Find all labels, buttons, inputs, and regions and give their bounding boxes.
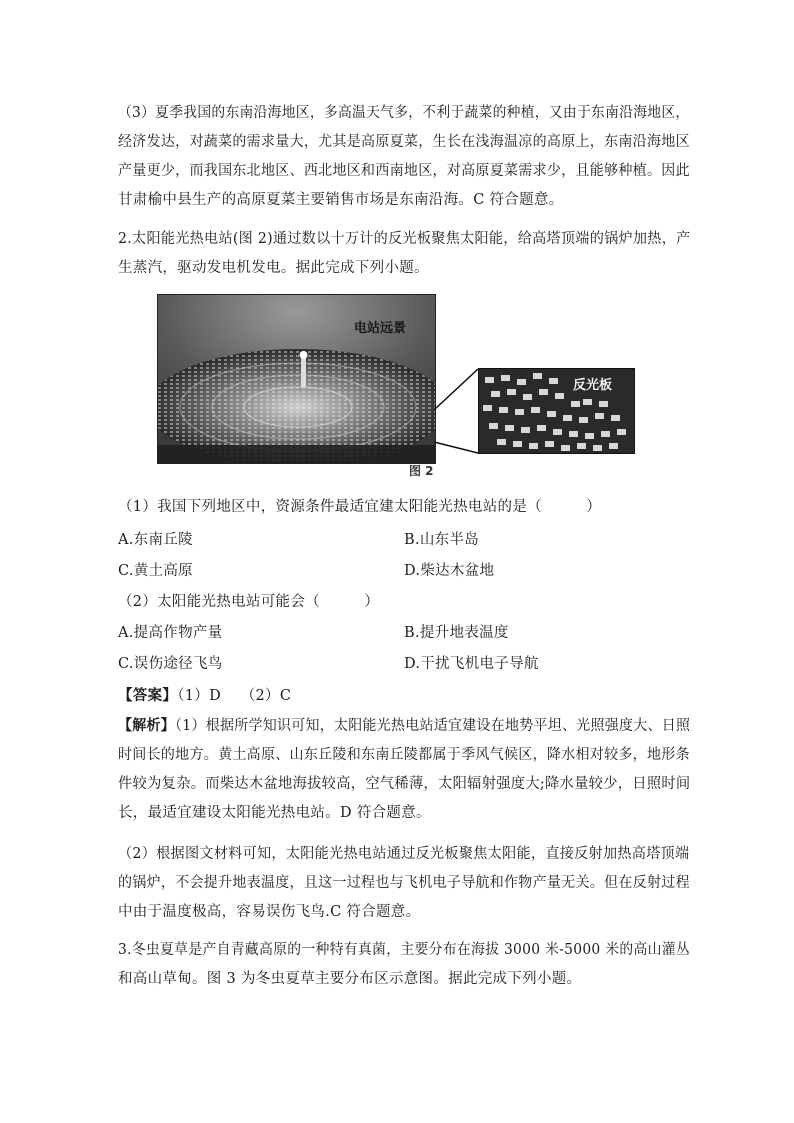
q2-sub1-stem: （1）我国下列地区中，资源条件最适宜建太阳能光热电站的是（ ） bbox=[118, 499, 602, 515]
q2-sub1-option-d: D.柴达木盆地 bbox=[404, 563, 495, 579]
analysis-label: 【解析】 bbox=[118, 717, 176, 734]
answer-row bbox=[118, 686, 291, 706]
q1-part3-line-3: 产量更少，而我国东北地区、西北地区和西南地区，对高原夏菜需求少，且能够种植。因此 bbox=[118, 163, 690, 179]
analysis2-line-3: 中由于温度极高，容易误伤飞鸟.C 符合题意。 bbox=[118, 904, 421, 920]
q3-intro-line-1: 3.冬虫夏草是产自青藏高原的一种特有真菌，主要分布在海拔 3000 米-5000 米的高山灌丛 bbox=[118, 942, 691, 958]
answer-text: （1）D （2）C bbox=[177, 688, 292, 704]
q1-part3-line-1: （3）夏季我国的东南沿海地区，多高温天气多，不利于蔬菜的种植，又由于东南沿海地区， bbox=[118, 105, 690, 121]
analysis1-line-3: 件较为复杂。而柴达木盆地海拔较高，空气稀薄，太阳辐射强度大;降水量较少，日照时间 bbox=[118, 776, 691, 792]
q3-intro-line-2: 和高山草甸。图 3 为冬虫夏草主要分布区示意图。据此完成下列小题。 bbox=[118, 971, 582, 987]
inset-photo-label: 反光板 bbox=[573, 378, 613, 393]
figure-2 bbox=[157, 292, 633, 480]
main-photo-label: 电站远景 bbox=[354, 321, 407, 336]
q1-part3-line-2: 经济发达，对蔬菜的需求量大，尤其是高原夏菜，生长在浅海温凉的高原上，东南沿海地区 bbox=[118, 134, 690, 150]
q2-intro-line-2: 生蒸汽，驱动发电机发电。据此完成下列小题。 bbox=[118, 260, 429, 276]
analysis-row-1 bbox=[118, 716, 690, 736]
q2-sub1-option-c: C.黄土高原 bbox=[118, 563, 193, 579]
q2-sub2-option-c: C.误伤途径飞鸟 bbox=[118, 656, 223, 672]
analysis1-line-1: （1）根据所学知识可知，太阳能光热电站适宜建设在地势平坦、光照强度大、日照 bbox=[175, 718, 691, 734]
answer-label: 【答案】 bbox=[118, 687, 178, 704]
q2-intro-line-1: 2.太阳能光热电站(图 2)通过数以十万计的反光板聚焦太阳能，给高塔顶端的锅炉加热，产 bbox=[118, 231, 691, 247]
q2-sub2-stem: （2）太阳能光热电站可能会（ ） bbox=[118, 594, 380, 610]
q2-sub2-option-d: D.干扰飞机电子导航 bbox=[404, 656, 539, 672]
q2-sub1-option-b: B.山东半岛 bbox=[404, 532, 480, 548]
reflector-panels-photo bbox=[478, 368, 635, 454]
q2-sub1-option-a: A.东南丘陵 bbox=[118, 532, 193, 548]
q2-sub2-option-a: A.提高作物产量 bbox=[118, 625, 223, 641]
analysis2-line-1: （2）根据图文材料可知，太阳能光热电站通过反光板聚焦太阳能，直接反射加热高塔顶端 bbox=[118, 846, 690, 862]
analysis2-line-2: 的锅炉，不会提升地表温度，且这一过程也与飞机电子导航和作物产量无关。但在反射过程 bbox=[118, 875, 690, 891]
analysis1-line-4: 长，最适宜建设太阳能光热电站。D 符合题意。 bbox=[118, 805, 431, 821]
figure-caption: 图 2 bbox=[409, 464, 434, 478]
q1-part3-line-4: 甘肃榆中县生产的高原夏菜主要销售市场是东南沿海。C 符合题意。 bbox=[118, 192, 564, 208]
q2-sub2-option-b: B.提升地表温度 bbox=[404, 625, 509, 641]
analysis1-line-2: 时间长的地方。黄土高原、山东丘陵和东南丘陵都属于季风气候区，降水相对较多，地形条 bbox=[118, 747, 690, 763]
